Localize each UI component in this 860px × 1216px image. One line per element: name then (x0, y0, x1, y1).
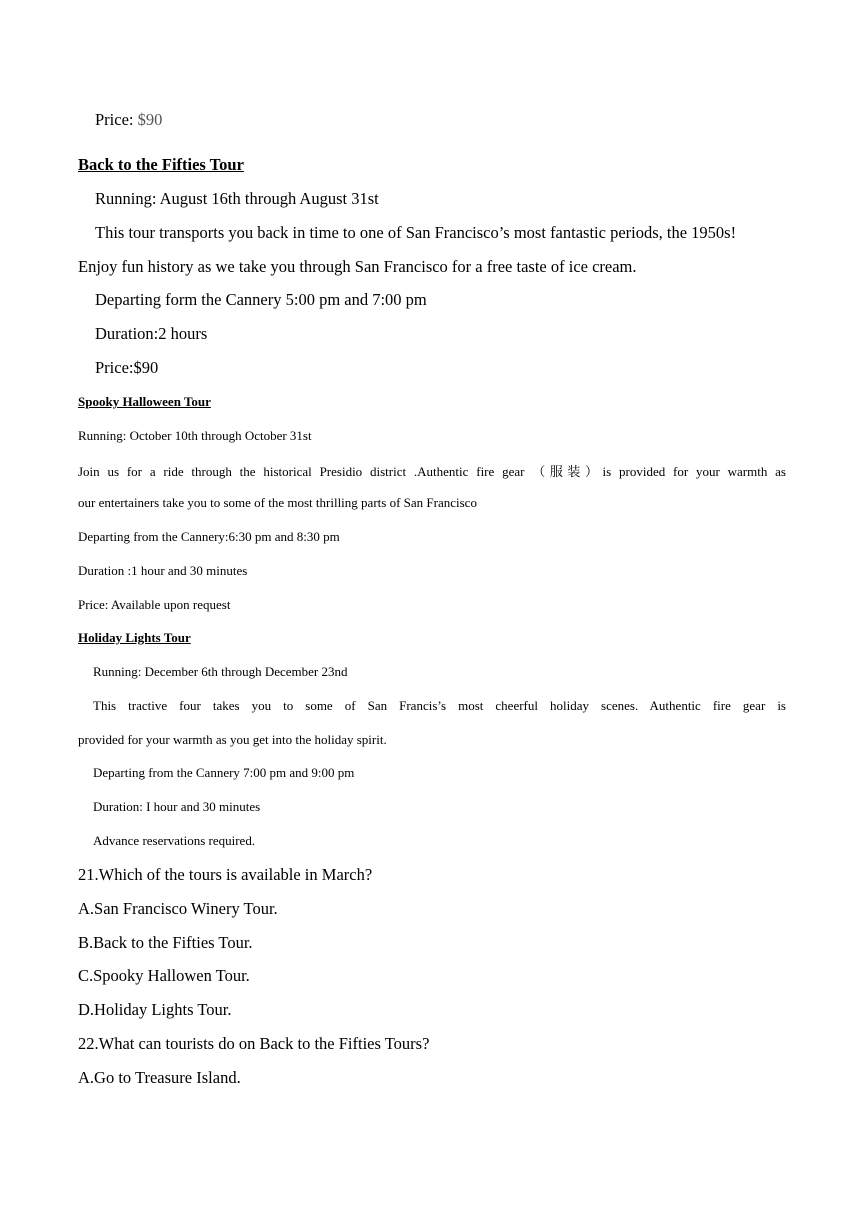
fifties-running: Running: August 16th through August 31st (95, 189, 379, 208)
halloween-desc-1: Join us for a ride through the historical Presidio district .Authentic fire gear （服装）is provided for your warmth as (78, 464, 786, 479)
holiday-reservation: Advance reservations required. (93, 833, 256, 848)
q21-option-a: A.San Francisco Winery Tour. (78, 899, 278, 918)
halloween-price: Price: Available upon request (78, 597, 231, 612)
q22-option-a: A.Go to Treasure Island. (78, 1068, 241, 1087)
holiday-desc-1: This tractive four takes you to some of San Francis’s most cheerful holiday scenes. Authentic fire gear is (93, 698, 786, 713)
halloween-title: Spooky Halloween Tour (78, 394, 211, 409)
halloween-desc-2: our entertainers take you to some of the most thrilling parts of San Francisco (78, 495, 477, 510)
halloween-duration: Duration :1 hour and 30 minutes (78, 563, 248, 578)
halloween-departing: Departing from the Cannery:6:30 pm and 8:30 pm (78, 529, 340, 544)
fifties-title: Back to the Fifties Tour (78, 155, 244, 174)
fifties-duration: Duration:2 hours (95, 324, 208, 343)
fifties-desc-1: This tour transports you back in time to one of San Francisco’s most fantastic periods, the 1950s! (95, 223, 737, 242)
fifties-price: Price:$90 (95, 358, 159, 377)
q21-option-c: C.Spooky Hallowen Tour. (78, 966, 250, 985)
question-21: 21.Which of the tours is available in March? (78, 865, 373, 884)
price-line: Price: $90 (95, 110, 163, 129)
q21-option-d: D.Holiday Lights Tour. (78, 1000, 232, 1019)
holiday-running: Running: December 6th through December 23nd (93, 664, 348, 679)
holiday-duration: Duration: I hour and 30 minutes (93, 799, 261, 814)
fifties-departing: Departing form the Cannery 5:00 pm and 7:00 pm (95, 290, 427, 309)
holiday-title: Holiday Lights Tour (78, 630, 191, 645)
question-22: 22.What can tourists do on Back to the Fifties Tours? (78, 1034, 430, 1053)
holiday-desc-2: provided for your warmth as you get into the holiday spirit. (78, 732, 387, 747)
halloween-running: Running: October 10th through October 31st (78, 428, 312, 443)
q21-option-b: B.Back to the Fifties Tour. (78, 933, 253, 952)
holiday-departing: Departing from the Cannery 7:00 pm and 9:00 pm (93, 765, 355, 780)
fifties-desc-2: Enjoy fun history as we take you through San Francisco for a free taste of ice cream. (78, 257, 637, 276)
